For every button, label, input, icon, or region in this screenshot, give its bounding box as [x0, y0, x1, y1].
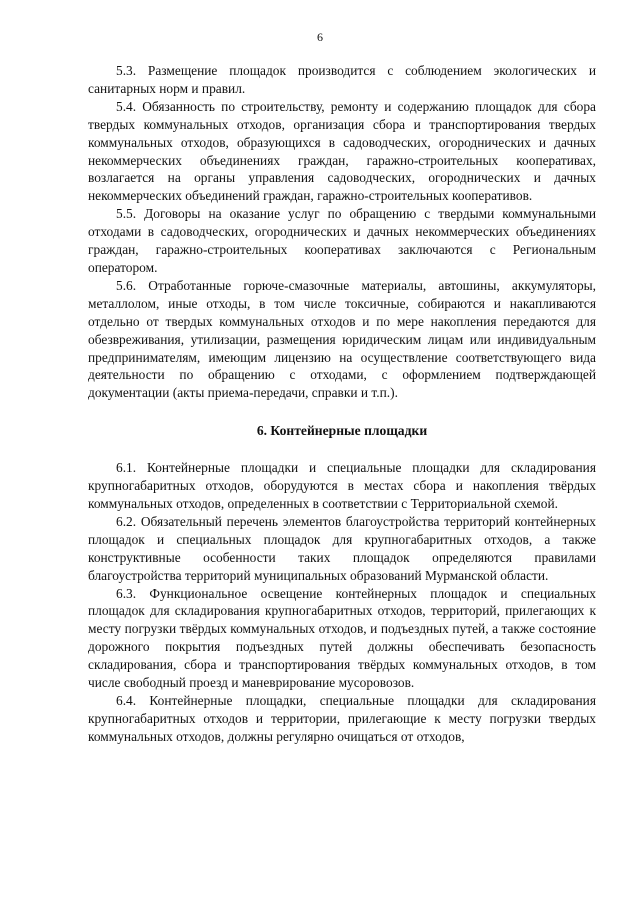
paragraph-5-3: 5.3. Размещение площадок производится с соблюдением экологических и санитарных норм и правил. [88, 63, 596, 96]
document-body [88, 62, 596, 746]
paragraph-6-3: 6.3. Функциональное освещение контейнерных площадок и специальных площадок для складирования крупногабаритных отходов, территорий, прилегающих к месту погрузки твёрдых коммунальных отходов, и подъездных путей, а также состояние дорожного покрытия подъездных путей должны обеспечивать безопасность складирования, сбора и транспортирования твёрдых коммунальных отходов, в том числе свободный проезд и маневрирование мусоровозов. [88, 585, 596, 691]
paragraph-6-1: 6.1. Контейнерные площадки и специальные площадки для складирования крупногабаритных отходов, оборудуются в местах сбора и накопления твёрдых коммунальных отходов, определенных в соответствии с Территориальной схемой. [88, 460, 596, 512]
paragraph-5-5: 5.5. Договоры на оказание услуг по обращению с твердыми коммунальными отходами в садоводческих, огороднических и дачных некоммерческих объединениях граждан, гаражно-строительных кооперативах заключаются с Региональным оператором. [88, 206, 596, 275]
paragraph-5-6: 5.6. Отработанные горюче-смазочные материалы, автошины, аккумуляторы, металлолом, иные отходы, в том числе токсичные, собираются и накапливаются отдельно от твердых коммунальных отходов и по мере накопления передаются для обезвреживания, утилизации, размещения юридическим лицам или индивидуальным предпринимателям, имеющим лицензию на осуществление соответствующего вида деятельности по обращению с отходами, с оформлением подтверждающей документации (акты приема-передачи, справки и т.п.). [88, 277, 596, 401]
section-6-heading: 6. Контейнерные площадки [256, 423, 428, 439]
paragraph-5-4: 5.4. Обязанность по строительству, ремонту и содержанию площадок для сбора твердых коммунальных отходов, организация сбора и транспортирования твердых коммунальных отходов, образующихся в садоводческих, огороднических и дачных некоммерческих объединениях граждан, гаражно-строительных кооперативах, возлагается на органы управления садоводческих, огороднических и дачных некоммерческих объединений граждан, гаражно-строительных кооперативов. [88, 98, 596, 204]
paragraph-6-4: 6.4. Контейнерные площадки, специальные площадки для складирования крупногабаритных отходов и территории, прилегающие к месту погрузки твердых коммунальных отходов, должны регулярно очищаться от отходов, [88, 693, 596, 744]
page-number: 6 [317, 30, 323, 44]
paragraph-6-2: 6.2. Обязательный перечень элементов благоустройства территорий контейнерных площадок и специальных площадок для крупногабаритных отходов, а также конструктивные особенности таких площадок определяются правилами благоустройства территорий муниципальных образований Мурманской области. [88, 513, 596, 583]
